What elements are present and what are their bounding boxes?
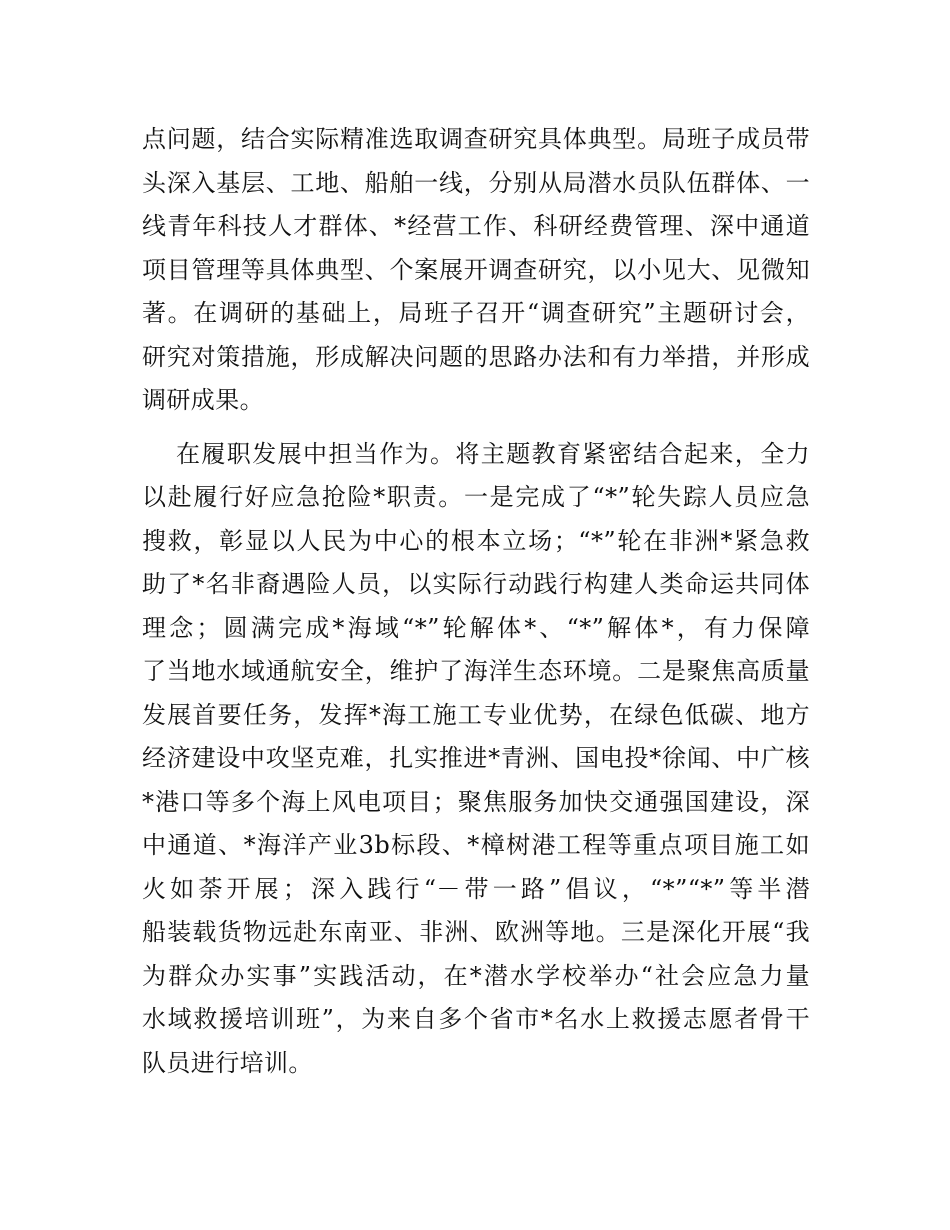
text-line: 著。在调研的基础上，局班子召开“调查研究”主题研讨会， <box>142 299 810 327</box>
text-line: 经济建设中攻坚克难，扎实推进*青洲、国电投*徐闻、中广核 <box>142 744 810 772</box>
text-line: 研究对策措施，形成解决问题的思路办法和有力举措，并形成 <box>142 342 810 371</box>
text-line: 水域救援培训班”，为来自多个省市*名水上救援志愿者骨干 <box>142 1005 810 1033</box>
text-line: 线青年科技人才群体、*经营工作、科研经费管理、深中通道 <box>142 212 810 240</box>
text-line: 队员进行培训。 <box>142 1048 313 1077</box>
text-line: 火如荼开展；深入践行“－带一路”倡议，“*”“*”等半潜 <box>142 874 810 903</box>
text-line: 船装载货物远赴东南亚、非洲、欧洲等地。三是深化开展“我 <box>142 918 810 946</box>
text-line: 项目管理等具体典型、个案展开调查研究，以小见大、见微知 <box>142 255 810 284</box>
paragraph-2 <box>142 433 810 1086</box>
text-line: 中通道、*海洋产业3b标段、*樟树港工程等重点项目施工如 <box>142 831 810 859</box>
paragraph-1 <box>142 118 810 423</box>
paragraph-spacer <box>142 423 810 433</box>
text-line: 点问题，结合实际精准选取调查研究具体典型。局班子成员带 <box>142 125 810 153</box>
text-line: 了当地水域通航安全，维护了海洋生态环境。二是聚焦高质量 <box>142 657 810 685</box>
text-line: *港口等多个海上风电项目；聚焦服务加快交通强国建设，深 <box>142 787 810 816</box>
text-line: 头深入基层、工地、船舶一线，分别从局潜水员队伍群体、一 <box>142 168 810 197</box>
text-line: 在履职发展中担当作为。将主题教育紧密结合起来，全力 <box>176 439 810 468</box>
text-line: 调研成果。 <box>142 386 264 414</box>
text-line: 助了*名非裔遇险人员，以实际行动践行构建人类命运共同体 <box>142 570 810 598</box>
text-line: 发展首要任务，发挥*海工施工专业优势，在绿色低碳、地方 <box>142 700 810 729</box>
document-body <box>142 118 810 1085</box>
text-line: 理念；圆满完成*海域“*”轮解体*、“*”解体*，有力保障 <box>142 613 810 642</box>
text-line: 以赴履行好应急抢险*职责。一是完成了“*”轮失踪人员应急 <box>142 483 810 511</box>
text-line: 搜救，彰显以人民为中心的根本立场；“*”轮在非洲*紧急救 <box>142 526 810 555</box>
text-line: 为群众办实事”实践活动，在*潜水学校举办“社会应急力量 <box>142 961 810 990</box>
